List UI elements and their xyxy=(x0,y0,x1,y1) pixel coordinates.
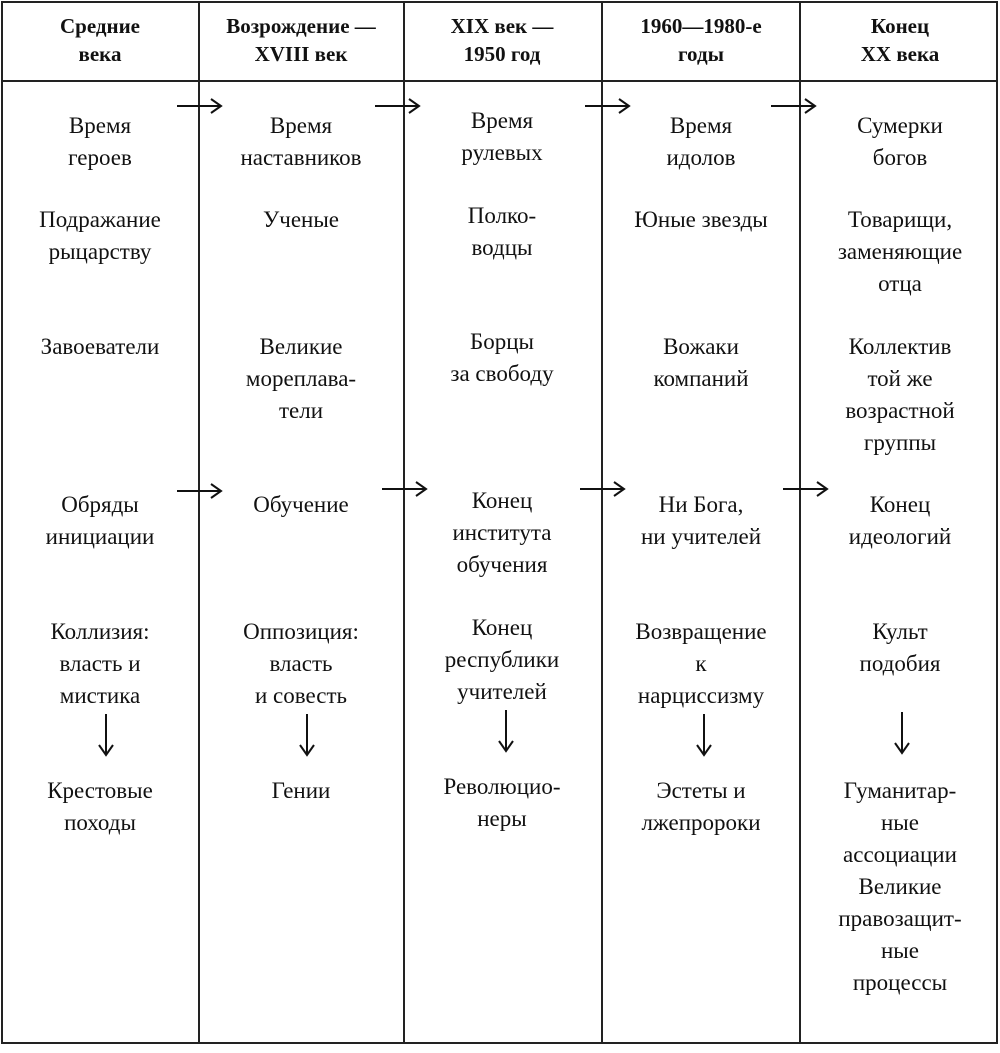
cell-line: неры xyxy=(477,806,527,831)
cell-line: мореплава- xyxy=(245,366,357,391)
cell-line: и совесть xyxy=(254,683,348,708)
cell-line: богов xyxy=(872,145,928,170)
cell-line: ассоциации xyxy=(843,842,957,867)
column-header-3 xyxy=(402,12,602,68)
down-arrow-icon xyxy=(96,712,116,758)
down-arrow-icon xyxy=(694,712,714,758)
cell-line: инициации xyxy=(45,524,155,549)
cell-line: Товарищи, xyxy=(847,207,953,232)
cell-line: обучения xyxy=(456,552,548,577)
cell-line: Конец xyxy=(471,488,533,513)
cell-line: Время xyxy=(470,108,534,133)
cell-line: Время xyxy=(669,113,733,138)
cell-line: героев xyxy=(68,145,132,170)
cell xyxy=(404,200,600,264)
cell-line: нарциссизму xyxy=(637,683,765,708)
cell xyxy=(203,331,399,427)
cell-line: идолов xyxy=(666,145,736,170)
cell-line: Ни Бога, xyxy=(658,492,744,517)
cell xyxy=(802,204,998,300)
cell-line: процессы xyxy=(852,970,948,995)
cell-line: тели xyxy=(278,398,324,423)
header-line: Возрождение — xyxy=(226,14,376,38)
cell-line: заменяющие xyxy=(837,239,963,264)
header-divider xyxy=(1,80,998,82)
cell-line: Крестовые xyxy=(47,778,153,803)
cell-line: Сумерки xyxy=(857,113,943,138)
cell xyxy=(802,489,998,553)
cell xyxy=(603,775,799,839)
header-line: 1950 год xyxy=(463,42,541,66)
down-arrow-icon xyxy=(297,712,317,758)
column-header-1 xyxy=(0,12,200,68)
cell xyxy=(2,204,198,268)
header-line: XX века xyxy=(860,42,940,66)
cell-line: Великие xyxy=(259,334,343,359)
cell-line: к xyxy=(695,651,707,676)
cell xyxy=(404,326,600,390)
cell-line: Гении xyxy=(271,778,331,803)
cell-line: Великие xyxy=(858,874,942,899)
right-arrow-icon xyxy=(583,96,633,116)
cell-line: правозащит- xyxy=(838,906,962,931)
header-line: Конец xyxy=(870,14,930,38)
column-header-4 xyxy=(601,12,801,68)
cell xyxy=(2,110,198,174)
down-arrow-icon xyxy=(496,708,516,754)
cell xyxy=(203,616,399,712)
cell-line: института xyxy=(452,520,552,545)
cell-line: Конец xyxy=(471,615,533,640)
header-line: Средние xyxy=(59,14,141,38)
cell-line: наставников xyxy=(240,145,362,170)
cell xyxy=(404,771,600,835)
cell-line: Полко- xyxy=(467,203,537,228)
cell xyxy=(404,612,600,708)
cell-line: Обряды xyxy=(61,492,139,517)
cell-line: Время xyxy=(269,113,333,138)
cell xyxy=(2,616,198,712)
cell xyxy=(404,485,600,581)
cell-line: Гуманитар- xyxy=(843,778,957,803)
cell-line: ни учителей xyxy=(641,524,761,549)
right-arrow-icon xyxy=(175,96,225,116)
cell-line: возрастной xyxy=(845,398,955,423)
header-line: века xyxy=(78,42,122,66)
column-divider xyxy=(799,1,801,1044)
cell-line: учителей xyxy=(457,679,547,704)
cell xyxy=(603,110,799,174)
cell xyxy=(2,331,198,363)
cell-line: группы xyxy=(863,430,937,455)
cell-line: Эстеты и xyxy=(656,778,746,803)
cell xyxy=(603,331,799,395)
header-line: 1960—1980-е xyxy=(640,14,762,38)
cell-line: Борцы xyxy=(470,329,534,354)
cell-line: Революцио- xyxy=(443,774,561,799)
column-header-5 xyxy=(800,12,1000,68)
cell xyxy=(603,489,799,553)
cell-line: Ученые xyxy=(262,207,340,232)
cell-line: Коллизия: xyxy=(50,619,150,644)
cell-line: походы xyxy=(64,810,136,835)
right-arrow-icon xyxy=(578,479,628,499)
cell-line: отца xyxy=(878,271,922,296)
cell-line: подобия xyxy=(859,651,941,676)
cell-line: ные xyxy=(881,938,919,963)
cell-line: водцы xyxy=(471,235,533,260)
right-arrow-icon xyxy=(380,479,430,499)
cell xyxy=(603,204,799,236)
cell xyxy=(2,775,198,839)
cell-line: власть xyxy=(269,651,333,676)
cell-line: республики xyxy=(444,647,560,672)
header-line: XIX век — xyxy=(450,14,554,38)
down-arrow-icon xyxy=(892,710,912,756)
cell-line: Юные звезды xyxy=(634,207,768,232)
cell-line: Культ xyxy=(872,619,928,644)
cell-line: идеологий xyxy=(848,524,952,549)
cell xyxy=(203,489,399,521)
cell xyxy=(603,616,799,712)
cell xyxy=(802,331,998,459)
cell-line: Вожаки xyxy=(663,334,739,359)
cell xyxy=(203,204,399,236)
right-arrow-icon xyxy=(781,479,831,499)
column-divider xyxy=(198,1,200,1044)
cell-line: за свободу xyxy=(450,361,554,386)
cell-line: мистика xyxy=(59,683,141,708)
cell-line: той же xyxy=(867,366,933,391)
cell-line: власть и xyxy=(59,651,141,676)
column-header-2 xyxy=(201,12,401,68)
cell-line: рулевых xyxy=(461,140,543,165)
cell-line: Подражание xyxy=(39,207,161,232)
cell xyxy=(203,110,399,174)
cell-line: Оппозиция: xyxy=(243,619,359,644)
cell-line: рыцарству xyxy=(48,239,152,264)
header-line: годы xyxy=(678,42,724,66)
cell xyxy=(203,775,399,807)
cell xyxy=(404,105,600,169)
header-line: XVIII век xyxy=(254,42,348,66)
cell-line: Возвращение xyxy=(635,619,767,644)
cell-line: Завоеватели xyxy=(40,334,160,359)
cell xyxy=(2,489,198,553)
cell-line: Коллектив xyxy=(848,334,952,359)
cell-line: лжепророки xyxy=(641,810,761,835)
cell xyxy=(802,110,998,174)
cell-line: Обучение xyxy=(253,492,349,517)
cell-line: Время xyxy=(68,113,132,138)
right-arrow-icon xyxy=(769,96,819,116)
cell-line: компаний xyxy=(653,366,749,391)
right-arrow-icon xyxy=(373,96,423,116)
cell-line: Конец xyxy=(869,492,931,517)
cell xyxy=(802,616,998,680)
right-arrow-icon xyxy=(175,481,225,501)
cell-line: ные xyxy=(881,810,919,835)
cell xyxy=(802,775,998,999)
